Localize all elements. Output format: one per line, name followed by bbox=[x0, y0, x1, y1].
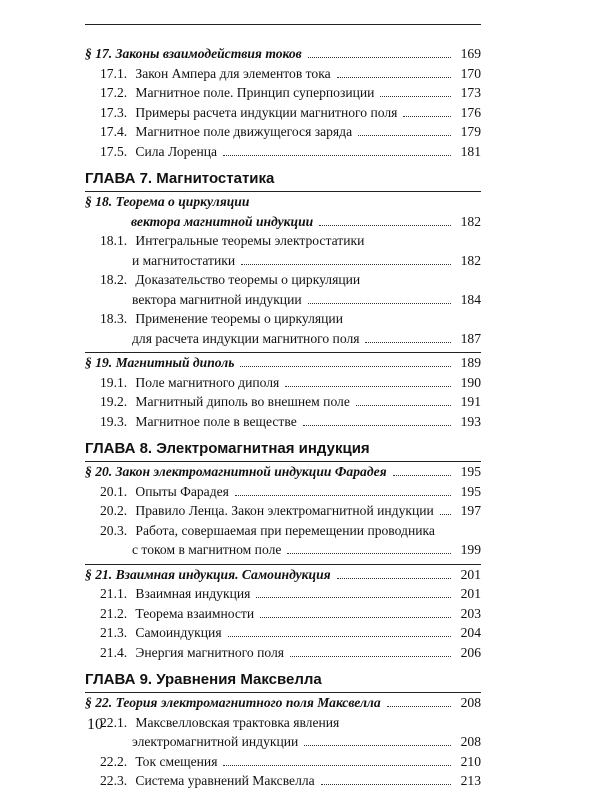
entry-page: 210 bbox=[460, 753, 481, 769]
dot-leader bbox=[365, 342, 451, 343]
entry-title: Магнитное поле. Принцип суперпозиции bbox=[135, 85, 375, 100]
entry-title-line2: для расчета индукции магнитного поля bbox=[132, 330, 360, 346]
section-17[interactable] bbox=[85, 44, 481, 64]
entry-page: 182 bbox=[460, 252, 481, 268]
dot-leader bbox=[393, 475, 451, 476]
entry-number: 20.2. bbox=[100, 503, 128, 518]
entry-title: Магнитный диполь во внешнем поле bbox=[135, 394, 350, 409]
entry-number: 19.1. bbox=[100, 374, 128, 390]
entry-18-2[interactable] bbox=[85, 270, 481, 290]
entry-number: 17.5. bbox=[100, 143, 128, 159]
section-21-page: 201 bbox=[460, 566, 481, 582]
top-rule bbox=[85, 24, 481, 25]
entry-number: 18.1. bbox=[100, 233, 128, 248]
dot-leader bbox=[256, 597, 451, 598]
entry-22-3[interactable] bbox=[85, 771, 481, 791]
entry-title: Поле магнитного диполя bbox=[135, 374, 280, 390]
section-17-title: Законы взаимодействия токов bbox=[115, 46, 302, 61]
entry-number: 22.1. bbox=[100, 714, 128, 730]
entry-17-3[interactable] bbox=[85, 103, 481, 123]
dot-leader bbox=[287, 553, 451, 554]
dot-leader bbox=[387, 706, 451, 707]
section-18-title-line1: Теорема о циркуляции bbox=[115, 194, 250, 209]
entry-page: 187 bbox=[460, 330, 481, 346]
entry-page: 203 bbox=[460, 605, 481, 621]
dot-leader bbox=[308, 303, 451, 304]
entry-page: 195 bbox=[460, 483, 481, 499]
entry-title-line1: Интегральные теоремы электростатики bbox=[135, 233, 365, 248]
section-19[interactable] bbox=[85, 352, 481, 373]
dot-leader bbox=[337, 578, 451, 579]
section-18[interactable] bbox=[85, 191, 481, 212]
entry-page: 197 bbox=[460, 503, 481, 518]
entry-title: Примеры расчета индукции магнитного поля bbox=[135, 104, 398, 120]
dot-leader bbox=[303, 425, 451, 426]
entry-number: 19.3. bbox=[100, 413, 128, 429]
entry-number: 17.1. bbox=[100, 65, 128, 81]
entry-page: 191 bbox=[460, 394, 481, 409]
entry-page: 173 bbox=[460, 85, 481, 100]
dot-leader bbox=[260, 617, 451, 618]
entry-20-1[interactable] bbox=[85, 482, 481, 502]
section-22-page: 208 bbox=[460, 695, 481, 710]
entry-20-3[interactable] bbox=[85, 521, 481, 541]
entry-18-3[interactable] bbox=[85, 309, 481, 329]
dot-leader bbox=[228, 636, 451, 637]
entry-18-1-continuation[interactable] bbox=[85, 251, 481, 271]
section-20-page: 195 bbox=[460, 464, 481, 479]
entry-title: Самоиндукция bbox=[135, 625, 222, 640]
dot-leader bbox=[358, 135, 451, 136]
entry-number: 17.2. bbox=[100, 85, 128, 100]
entry-title-line2: вектора магнитной индукции bbox=[132, 291, 302, 307]
entry-title: Правило Ленца. Закон электромагнитной индукции bbox=[135, 503, 434, 518]
entry-page: 176 bbox=[460, 104, 481, 120]
section-20[interactable] bbox=[85, 461, 481, 482]
entry-20-2[interactable] bbox=[85, 501, 481, 521]
dot-leader bbox=[223, 155, 451, 156]
dot-leader bbox=[321, 784, 451, 785]
section-21-title: Взаимная индукция. Самоиндукция bbox=[115, 566, 331, 582]
dot-leader bbox=[223, 765, 451, 766]
entry-number: 20.3. bbox=[100, 522, 128, 538]
entry-title: Опыты Фарадея bbox=[135, 483, 229, 499]
entry-page: 170 bbox=[460, 65, 481, 81]
entry-22-1-continuation[interactable] bbox=[85, 732, 481, 752]
entry-title-line2: и магнитостатики bbox=[132, 252, 236, 268]
table-of-contents bbox=[85, 44, 481, 791]
entry-page: 199 bbox=[460, 542, 481, 557]
section-19-title: Магнитный диполь bbox=[115, 355, 235, 370]
entry-page: 179 bbox=[460, 124, 481, 139]
entry-number: 18.3. bbox=[100, 311, 128, 326]
entry-17-2[interactable] bbox=[85, 83, 481, 103]
entry-title: Магнитное поле в веществе bbox=[135, 413, 297, 429]
entry-number: 20.1. bbox=[100, 483, 128, 499]
entry-21-3[interactable] bbox=[85, 623, 481, 643]
entry-20-3-continuation[interactable] bbox=[85, 540, 481, 560]
entry-21-2[interactable] bbox=[85, 604, 481, 624]
dot-leader bbox=[403, 116, 451, 117]
entry-title: Сила Лоренца bbox=[135, 143, 218, 159]
dot-leader bbox=[308, 57, 451, 58]
entry-page: 184 bbox=[460, 291, 481, 307]
entry-21-4[interactable] bbox=[85, 643, 481, 663]
entry-page: 181 bbox=[460, 143, 481, 159]
entry-number: 21.4. bbox=[100, 644, 128, 660]
entry-22-1[interactable] bbox=[85, 713, 481, 733]
section-18-title-line2: вектора магнитной индукции bbox=[131, 213, 314, 229]
entry-number: 17.4. bbox=[100, 124, 128, 139]
entry-page: 213 bbox=[460, 773, 481, 788]
section-20-marker: § 20. bbox=[85, 464, 113, 479]
chapter-8-heading: ГЛАВА 8. Электромагнитная индукция bbox=[85, 440, 370, 457]
section-22-title: Теория электромагнитного поля Максвелла bbox=[115, 695, 381, 710]
entry-title-line1: Доказательство теоремы о циркуляции bbox=[135, 272, 361, 287]
section-18-marker: § 18. bbox=[85, 194, 113, 209]
entry-number: 17.3. bbox=[100, 104, 128, 120]
entry-number: 22.3. bbox=[100, 773, 128, 788]
entry-19-1[interactable] bbox=[85, 373, 481, 393]
dot-leader bbox=[241, 264, 451, 265]
entry-21-1[interactable] bbox=[85, 584, 481, 604]
section-17-marker: § 17. bbox=[85, 46, 113, 61]
dot-leader bbox=[319, 225, 451, 226]
entry-page: 206 bbox=[460, 644, 481, 660]
section-19-marker: § 19. bbox=[85, 355, 113, 370]
dot-leader bbox=[235, 495, 451, 496]
entry-title-line1: Максвелловская трактовка явления bbox=[135, 714, 340, 730]
section-18-page: 182 bbox=[460, 213, 481, 229]
entry-title-line2: с током в магнитном поле bbox=[132, 542, 282, 557]
entry-17-1[interactable] bbox=[85, 64, 481, 84]
section-20-title: Закон электромагнитной индукции Фарадея bbox=[115, 464, 387, 479]
dot-leader bbox=[240, 366, 451, 367]
entry-number: 22.2. bbox=[100, 753, 128, 769]
entry-page: 208 bbox=[460, 734, 481, 749]
dot-leader bbox=[337, 77, 451, 78]
entry-18-2-continuation[interactable] bbox=[85, 290, 481, 310]
entry-19-2[interactable] bbox=[85, 392, 481, 412]
entry-title-line1: Работа, совершаемая при перемещении проводника bbox=[135, 522, 435, 538]
entry-title: Теорема взаимности bbox=[135, 605, 255, 621]
section-22-marker: § 22. bbox=[85, 695, 113, 710]
entry-page: 201 bbox=[460, 586, 481, 601]
entry-title: Энергия магнитного поля bbox=[135, 644, 285, 660]
entry-page: 190 bbox=[460, 374, 481, 390]
entry-17-4[interactable] bbox=[85, 122, 481, 142]
entry-title: Система уравнений Максвелла bbox=[135, 773, 315, 788]
section-22[interactable] bbox=[85, 692, 481, 713]
section-18-continuation[interactable] bbox=[85, 212, 481, 232]
entry-17-5[interactable] bbox=[85, 142, 481, 162]
entry-title: Магнитное поле движущегося заряда bbox=[135, 124, 353, 139]
dot-leader bbox=[290, 656, 451, 657]
entry-title-line2: электромагнитной индукции bbox=[132, 734, 299, 749]
entry-page: 204 bbox=[460, 625, 481, 640]
page-number: 10 bbox=[87, 716, 103, 733]
section-19-page: 189 bbox=[460, 355, 481, 370]
section-21[interactable] bbox=[85, 564, 481, 585]
entry-number: 21.1. bbox=[100, 586, 128, 601]
entry-title-line1: Применение теоремы о циркуляции bbox=[135, 311, 343, 326]
dot-leader bbox=[356, 405, 451, 406]
dot-leader bbox=[304, 745, 451, 746]
entry-18-3-continuation[interactable] bbox=[85, 329, 481, 349]
entry-number: 18.2. bbox=[100, 272, 128, 287]
entry-title: Взаимная индукция bbox=[135, 586, 251, 601]
entry-22-2[interactable] bbox=[85, 752, 481, 772]
entry-number: 19.2. bbox=[100, 394, 128, 409]
entry-number: 21.2. bbox=[100, 605, 128, 621]
entry-number: 21.3. bbox=[100, 625, 128, 640]
dot-leader bbox=[440, 514, 451, 515]
dot-leader bbox=[285, 386, 451, 387]
chapter-7-heading: ГЛАВА 7. Магнитостатика bbox=[85, 170, 275, 187]
entry-page: 193 bbox=[460, 413, 481, 429]
entry-title: Закон Ампера для элементов тока bbox=[135, 65, 331, 81]
entry-19-3[interactable] bbox=[85, 412, 481, 432]
section-17-page: 169 bbox=[460, 46, 481, 61]
entry-title: Ток смещения bbox=[135, 753, 218, 769]
entry-18-1[interactable] bbox=[85, 231, 481, 251]
section-21-marker: § 21. bbox=[85, 566, 113, 582]
chapter-9-heading: ГЛАВА 9. Уравнения Максвелла bbox=[85, 671, 322, 688]
dot-leader bbox=[380, 96, 451, 97]
